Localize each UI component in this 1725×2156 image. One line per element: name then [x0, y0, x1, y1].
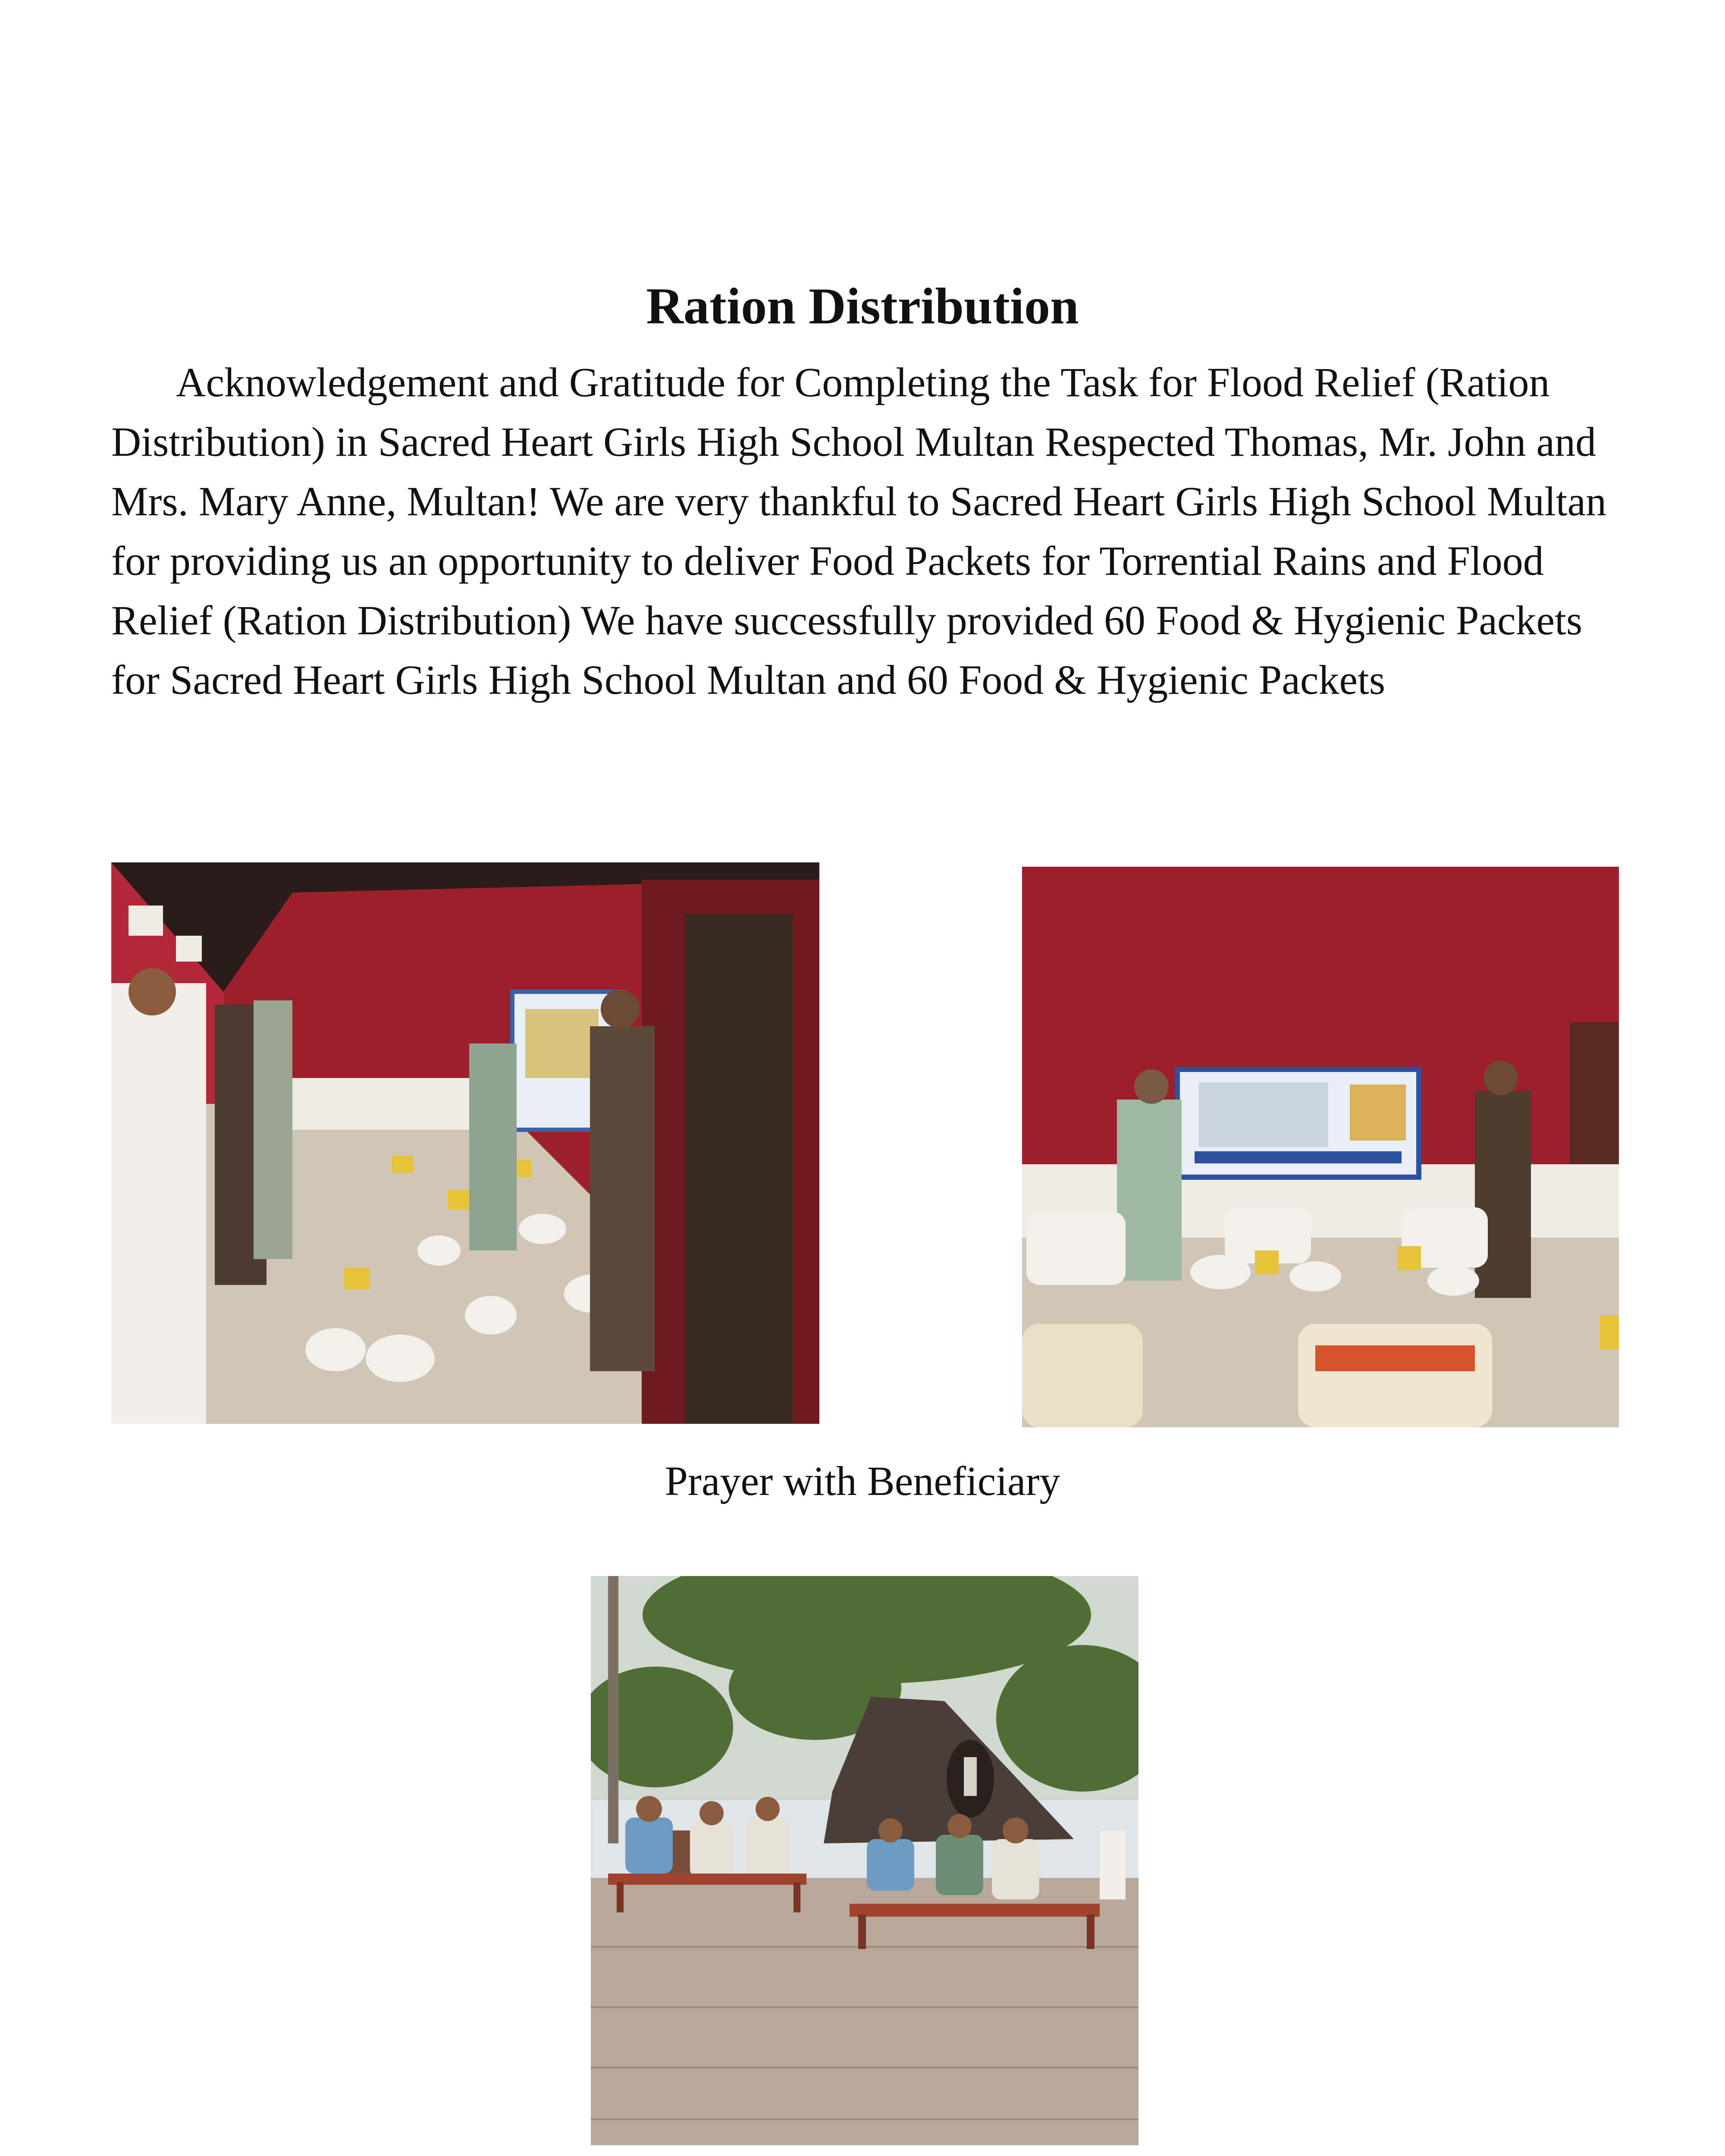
photo-caption: Prayer with Beneficiary	[665, 1458, 1060, 1504]
intro-paragraph: Acknowledgement and Gratitude for Completing the Task for Flood Relief (Ration Distribution) in Sacred Heart Girls High School Multan Respected Thomas, Mr. John and Mrs. Mary Anne, Multan! We are very thankful to Sacred Heart Girls High School Multan for providing us an opportunity to deliver Food Packets for Torrential Rains and Flood Relief (Ration Distribution) We have successfully provided 60 Food & Hygienic Packets for Sacred Heart Girls High School Multan and 60 Food & Hygienic Packets	[111, 359, 1607, 703]
photo-banner-sacks	[1022, 867, 1619, 1427]
photo-corridor-distribution	[111, 862, 819, 1424]
photo-prayer-grotto	[591, 1576, 1138, 2145]
page-title: Ration Distribution	[646, 277, 1079, 335]
